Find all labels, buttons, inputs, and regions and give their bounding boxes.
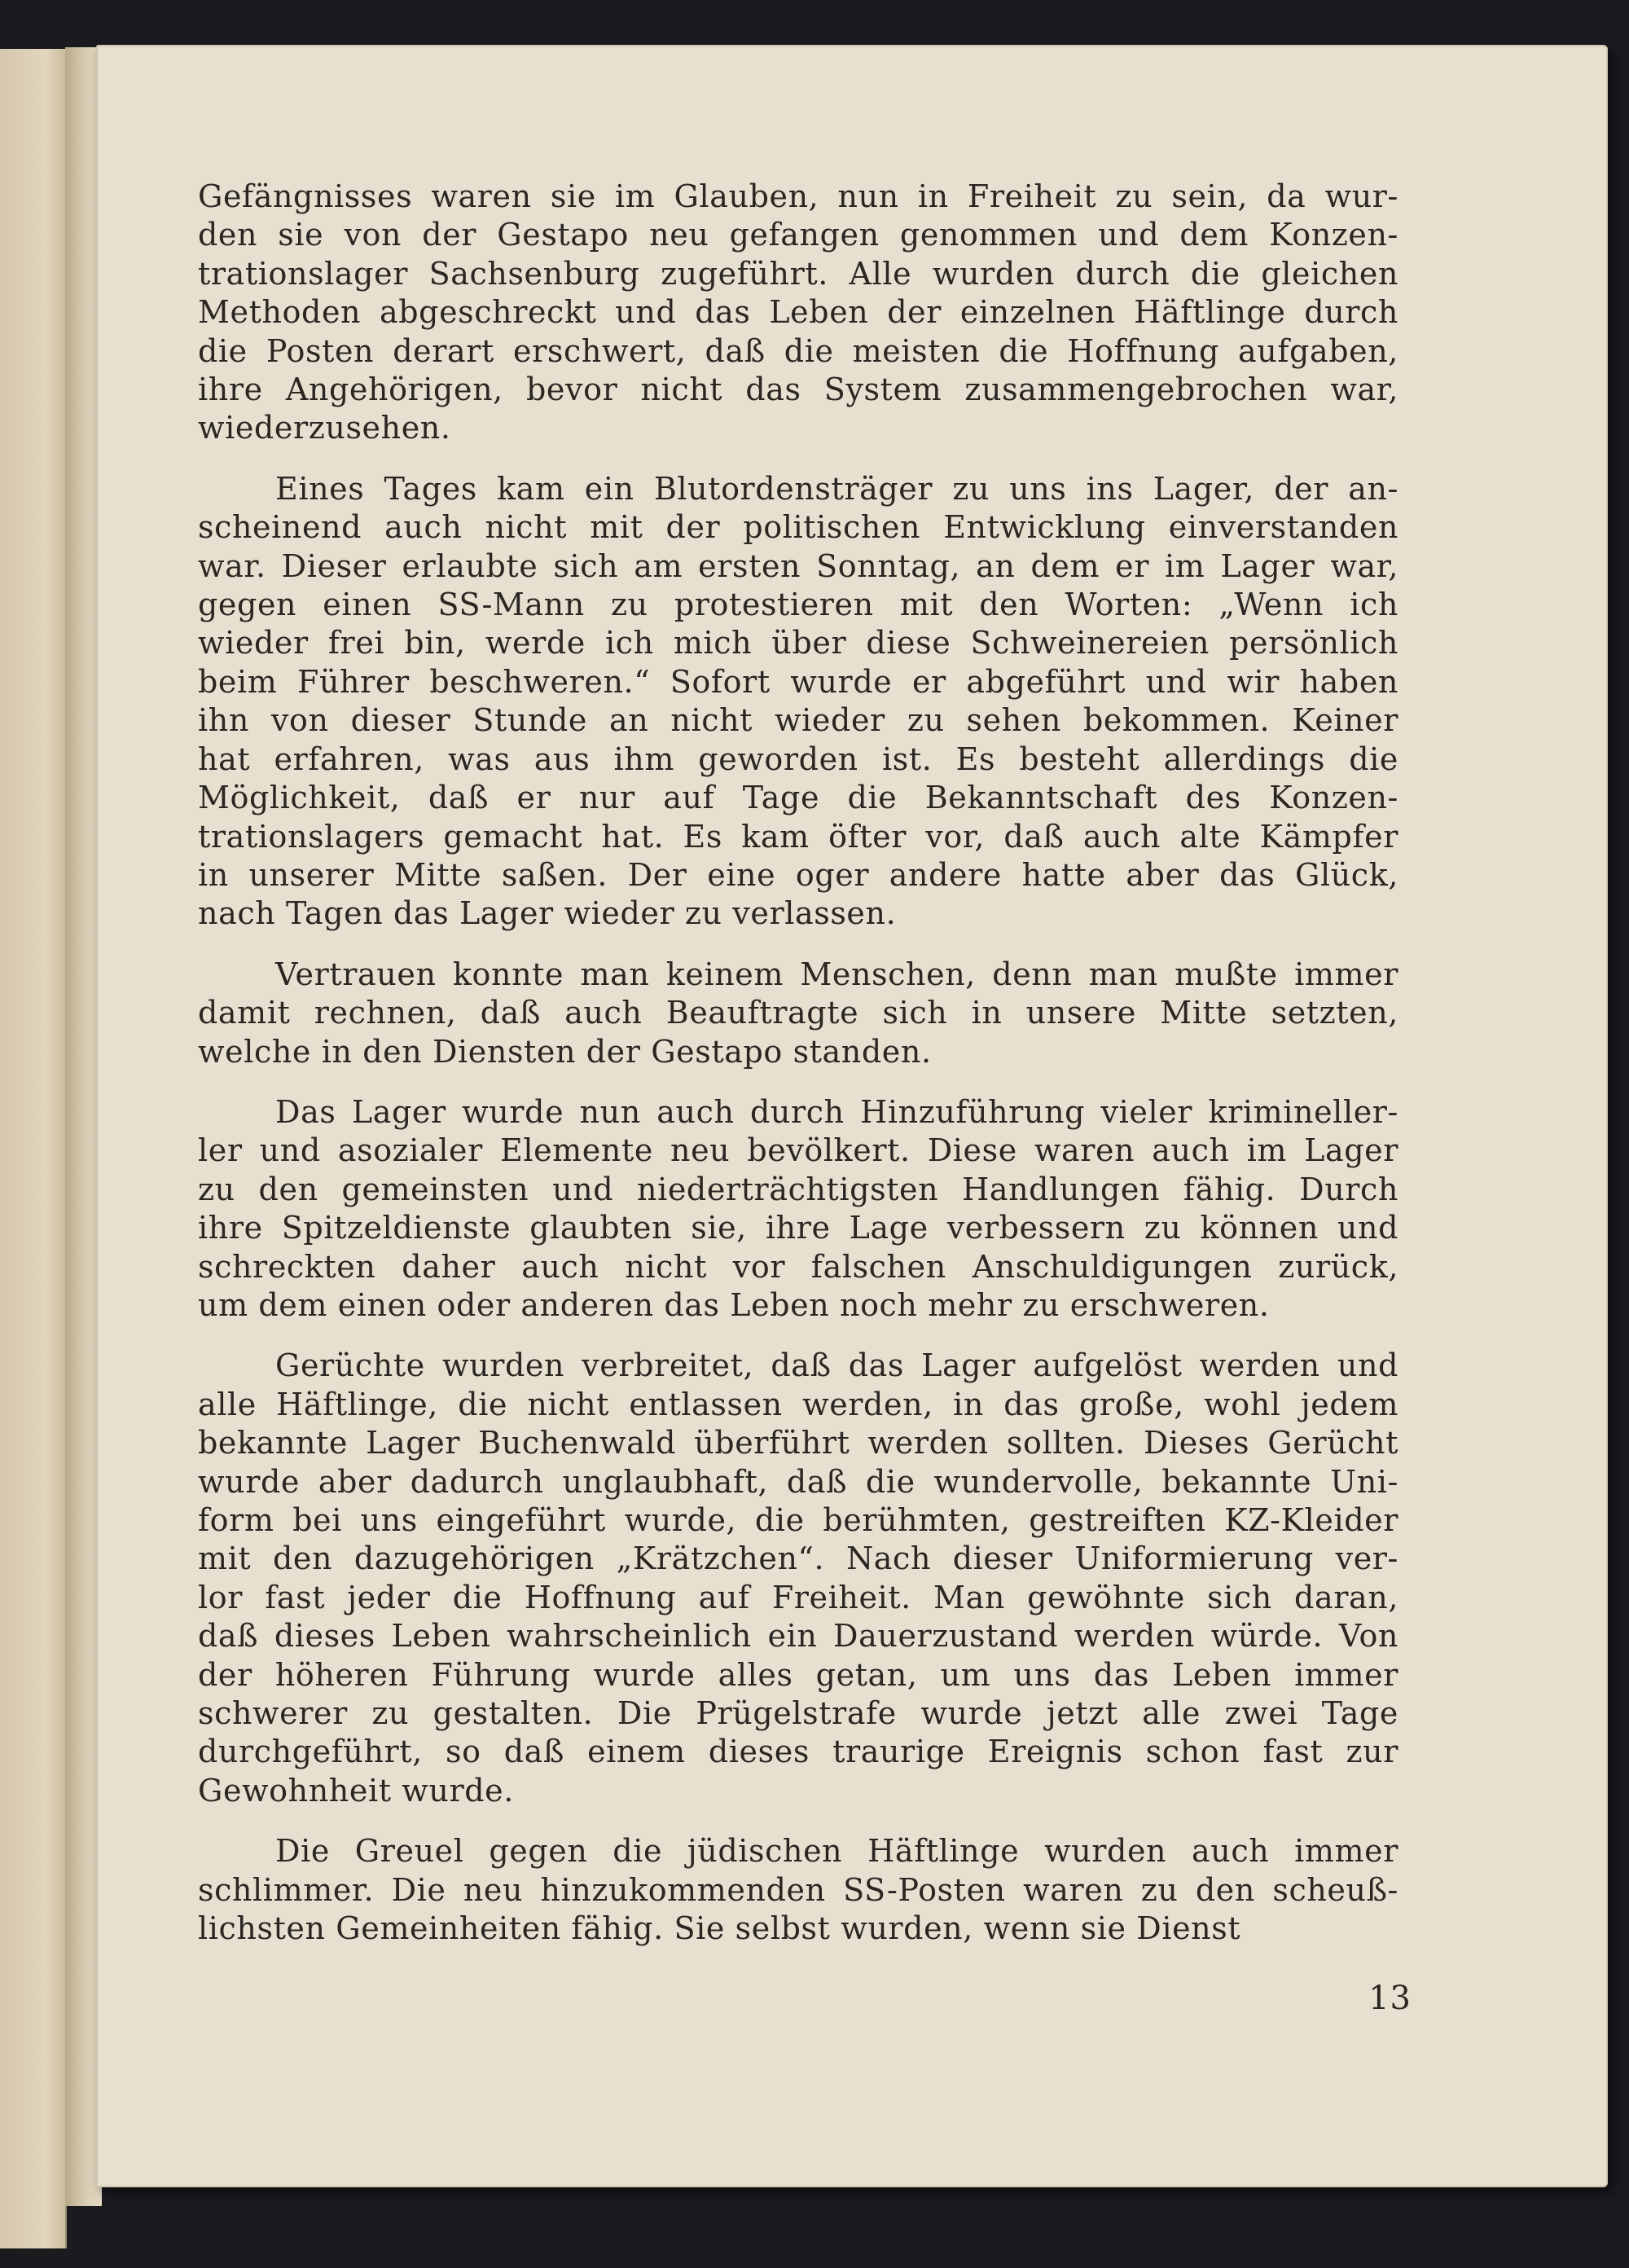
text-line: mit den dazugehörigen „Krätzchen“. Nach dieser Uniformierung ver- bbox=[198, 1541, 1398, 1577]
text-line: welche in den Diensten der Gestapo standen. bbox=[198, 1033, 932, 1070]
text-line: gegen einen SS-Mann zu protestieren mit den Worten: „Wenn ich bbox=[198, 587, 1398, 623]
text-line: ihre Spitzeldienste glaubten sie, ihre Lage verbessern zu können und bbox=[198, 1210, 1398, 1246]
text-line: lor fast jeder die Hoffnung auf Freiheit. Man gewöhnte sich daran, bbox=[198, 1579, 1398, 1615]
text-line: Möglichkeit, daß er nur auf Tage die Bekanntschaft des Konzen- bbox=[198, 780, 1398, 816]
text-line: Das Lager wurde nun auch durch Hinzuführung vieler krimineller- bbox=[275, 1093, 1398, 1130]
text-line: Gewohnheit wurde. bbox=[198, 1772, 514, 1809]
text-line: bekannte Lager Buchenwald überführt werden sollten. Dieses Gerücht bbox=[198, 1425, 1398, 1461]
text-line: Vertrauen konnte man keinem Menschen, denn man mußte immer bbox=[275, 956, 1398, 992]
text-line: lichsten Gemeinheiten fähig. Sie selbst wurden, wenn sie Dienst bbox=[198, 1910, 1241, 1947]
text-line: beim Führer beschweren.“ Sofort wurde er abgeführt und wir haben bbox=[198, 663, 1398, 700]
text-line: daß dieses Leben wahrscheinlich ein Dauerzustand werden würde. Von bbox=[198, 1618, 1398, 1655]
text-line: ihre Angehörigen, bevor nicht das System zusammengebrochen war, bbox=[198, 371, 1398, 408]
text-line: wieder frei bin, werde ich mich über diese Schweinereien persönlich bbox=[198, 625, 1398, 662]
text-line: die Posten derart erschwert, daß die meisten die Hoffnung aufgaben, bbox=[198, 332, 1398, 369]
text-line: schreckten daher auch nicht vor falschen Anschuldigungen zurück, bbox=[198, 1248, 1398, 1285]
text-line: wiederzusehen. bbox=[198, 410, 451, 446]
paragraph bbox=[198, 1347, 1398, 1810]
paragraph bbox=[198, 178, 1398, 448]
text-line: nach Tagen das Lager wieder zu verlassen. bbox=[198, 895, 897, 932]
facing-page-edge bbox=[0, 49, 67, 2248]
text-line: wurde aber dadurch unglaubhaft, daß die wundervolle, bekannte Uni- bbox=[198, 1463, 1398, 1500]
text-line: Gerüchte wurden verbreitet, daß das Lager aufgelöst werden und bbox=[275, 1347, 1398, 1384]
text-line: schlimmer. Die neu hinzukommenden SS-Posten waren zu den scheuß- bbox=[198, 1871, 1398, 1908]
paragraph bbox=[198, 956, 1398, 1071]
text-line: damit rechnen, daß auch Beauftragte sich in unsere Mitte setzten, bbox=[198, 995, 1398, 1031]
text-line: hat erfahren, was aus ihm geworden ist. Es besteht allerdings die bbox=[198, 741, 1398, 777]
text-line: ler und asozialer Elemente neu bevölkert. Diese waren auch im Lager bbox=[198, 1132, 1398, 1169]
page-number: 13 bbox=[1368, 1980, 1412, 2017]
text-line: alle Häftlinge, die nicht entlassen werden, in das große, wohl jedem bbox=[198, 1386, 1398, 1422]
paragraph bbox=[198, 1093, 1398, 1325]
text-line: in unserer Mitte saßen. Der eine oger andere hatte aber das Glück, bbox=[198, 856, 1398, 893]
text-line: trationslagers gemacht hat. Es kam öfter vor, daß auch alte Kämpfer bbox=[198, 818, 1398, 855]
text-line: Die Greuel gegen die jüdischen Häftlinge wurden auch immer bbox=[275, 1833, 1398, 1870]
text-line: den sie von der Gestapo neu gefangen genommen und dem Konzen- bbox=[198, 217, 1398, 253]
text-line: Gefängnisses waren sie im Glauben, nun in Freiheit zu sein, da wur- bbox=[198, 178, 1398, 214]
text-line: Methoden abgeschreckt und das Leben der einzelnen Häftlinge durch bbox=[198, 294, 1398, 331]
body-text bbox=[198, 178, 1398, 1970]
paragraph bbox=[198, 470, 1398, 934]
text-line: Eines Tages kam ein Blutordensträger zu uns ins Lager, der an- bbox=[275, 470, 1398, 507]
text-line: war. Dieser erlaubte sich am ersten Sonntag, an dem er im Lager war, bbox=[198, 547, 1398, 584]
text-line: ihn von dieser Stunde an nicht wieder zu sehen bekommen. Keiner bbox=[198, 702, 1398, 739]
text-line: trationslager Sachsenburg zugeführt. Alle wurden durch die gleichen bbox=[198, 255, 1398, 292]
text-line: form bei uns eingeführt wurde, die berühmten, gestreiften KZ-Kleider bbox=[198, 1502, 1398, 1538]
text-line: zu den gemeinsten und niederträchtigsten Handlungen fähig. Durch bbox=[198, 1171, 1398, 1207]
text-line: scheinend auch nicht mit der politischen Entwicklung einverstanden bbox=[198, 509, 1398, 546]
text-line: um dem einen oder anderen das Leben noch mehr zu erschweren. bbox=[198, 1286, 1270, 1323]
paragraph bbox=[198, 1832, 1398, 1948]
text-line: der höheren Führung wurde alles getan, um uns das Leben immer bbox=[198, 1656, 1398, 1693]
text-line: schwerer zu gestalten. Die Prügelstrafe wurde jetzt alle zwei Tage bbox=[198, 1695, 1398, 1732]
text-line: durchgeführt, so daß einem dieses traurige Ereignis schon fast zur bbox=[198, 1734, 1398, 1770]
